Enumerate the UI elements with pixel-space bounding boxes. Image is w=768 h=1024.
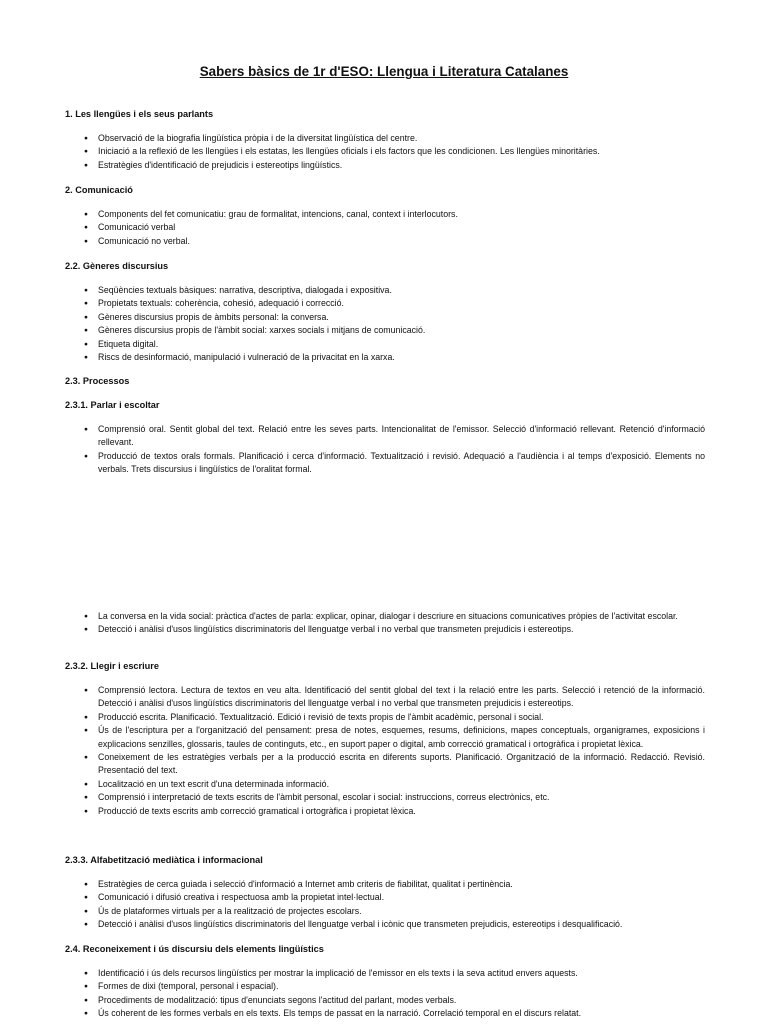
- section-heading: 2.2. Gèneres discursius: [65, 261, 169, 271]
- section-llengues-parlants: [65, 108, 705, 172]
- list-item: ● Comprensió i interpretació de texts escrits de l'àmbit personal, escolar i social: instruccions, correus electrònics, etc.: [65, 791, 705, 804]
- list-item: ● Seqüències textuals bàsiques: narrativa, descriptiva, dialogada i expositiva.: [65, 284, 705, 297]
- list-item: ● Propietats textuals: coherència, cohesió, adequació i correcció.: [65, 297, 705, 310]
- list-item: ● Iniciació a la reflexió de les llengües i els estatas, les llengües oficials i els factors que les condicionen. Les llengües minoritàries.: [65, 145, 705, 158]
- bullet-list: [65, 967, 705, 1021]
- section-heading: 2.4. Reconeixement i ús discursiu dels elements lingüístics: [65, 944, 324, 954]
- list-item: ● Comprensió lectora. Lectura de textos en veu alta. Identificació del sentit global del text i la relació entre les parts. Selecció i retenció de la informació. Detecció i anàlisi d'usos lingüístics discriminatoris del llenguatge verbal i no verbal que transmeten prejudicis i estereotips.: [65, 684, 705, 711]
- list-item: ● Localització en un text escrit d'una determinada informació.: [65, 778, 705, 791]
- section-reconeixement: [65, 943, 705, 1021]
- list-item: ● Detecció i anàlisi d'usos lingüístics discriminatoris del llenguatge verbal i icònic que transmeten prejudicis, estereotips i desqualificació.: [65, 918, 705, 931]
- section-llegir-escriure: [65, 660, 705, 818]
- list-item: ● Ús de l'escriptura per a l'organització del pensament: presa de notes, esquemes, resums, definicions, mapes conceptuals, organigrames, exposicions i explicacions senzilles, glossaris, taules de continguts, etc., en suport paper o digital, amb correcció gramatical i ortogràfica i propietat lèxica.: [65, 724, 705, 751]
- list-item: ● Producció de texts escrits amb correcció gramatical i ortogràfica i propietat lèxica.: [65, 805, 705, 818]
- section-parlar-escoltar-continued: [65, 610, 705, 637]
- list-item: ● Comunicació verbal: [65, 221, 705, 234]
- list-item: ● La conversa en la vida social: pràctica d'actes de parla: explicar, opinar, dialogar i descriure en situacions comunicatives pròpies de l'activitat escolar.: [65, 610, 705, 623]
- section-heading: 2.3.2. Llegir i escriure: [65, 661, 159, 671]
- list-item: ● Ús coherent de les formes verbals en els texts. Els temps de passat en la narració. Correlació temporal en el discurs relatat.: [65, 1007, 705, 1020]
- list-item: ● Procediments de modalització: tipus d'enunciats segons l'actitud del parlant, modes verbals.: [65, 994, 705, 1007]
- list-item: ● Coneixement de les estratègies verbals per a la producció escrita en diferents suports. Planificació. Organització de la informació. Redacció. Revisió. Presentació del text.: [65, 751, 705, 778]
- section-heading: 2. Comunicació: [65, 185, 133, 195]
- list-item: ● Comunicació no verbal.: [65, 235, 705, 248]
- list-item: ● Producció escrita. Planificació. Textualització. Edició i revisió de texts propis de l'àmbit acadèmic, personal i social.: [65, 711, 705, 724]
- section-alfabetitzacio: [65, 854, 705, 932]
- section-heading: 2.3.3. Alfabetització mediàtica i informacional: [65, 855, 263, 865]
- list-item: ● Estratègies de cerca guiada i selecció d'informació a Internet amb criteris de fiabilitat, qualitat i pertinència.: [65, 878, 705, 891]
- list-item: ● Identificació i ús dels recursos lingüístics per mostrar la implicació de l'emissor en els texts i la seva actitud envers aquests.: [65, 967, 705, 980]
- list-item: ● Comprensió oral. Sentit global del text. Relació entre les seves parts. Intencionalitat de l'emissor. Selecció d'informació rellevant. Retenció d'informació rellevant.: [65, 423, 705, 450]
- list-item: ● Observació de la biografia lingüística pròpia i de la diversitat lingüística del centre.: [65, 132, 705, 145]
- list-item: ● Etiqueta digital.: [65, 338, 705, 351]
- section-heading: 2.3. Processos: [65, 376, 130, 386]
- list-item: ● Detecció i anàlisi d'usos lingüístics discriminatoris del llenguatge verbal i no verbal que transmeten prejudicis i estereotips.: [65, 623, 705, 636]
- list-item: ● Formes de dixi (temporal, personal i espacial).: [65, 980, 705, 993]
- document-title: Sabers bàsics de 1r d'ESO: Llengua i Literatura Catalanes: [199, 64, 569, 79]
- section-parlar-escoltar: [65, 399, 705, 477]
- section-generes-discursius: [65, 260, 705, 364]
- list-item: ● Estratègies d'identificació de prejudicis i estereotips lingüístics.: [65, 159, 705, 172]
- list-item: ● Components del fet comunicatiu: grau de formalitat, intencions, canal, context i interlocutors.: [65, 208, 705, 221]
- list-item: ● Comunicació i difusió creativa i respectuosa amb la propietat intel·lectual.: [65, 891, 705, 904]
- section-processos: [65, 375, 705, 387]
- list-item: ● Gèneres discursius propis de l'àmbit social: xarxes socials i mitjans de comunicació.: [65, 324, 705, 337]
- bullet-list: [65, 878, 705, 932]
- list-item: ● Gèneres discursius propis de àmbits personal: la conversa.: [65, 311, 705, 324]
- bullet-list: [65, 684, 705, 818]
- bullet-list: [65, 423, 705, 477]
- section-comunicacio: [65, 184, 705, 248]
- list-item: ● Producció de textos orals formals. Planificació i cerca d'informació. Textualització i revisió. Adequació a l'audiència i al temps d'exposició. Elements no verbals. Trets discursius i lingüístics de l'oralitat formal.: [65, 450, 705, 477]
- section-heading: 1. Les llengües i els seus parlants: [65, 109, 214, 119]
- bullet-list: [65, 132, 705, 172]
- section-heading: 2.3.1. Parlar i escoltar: [65, 400, 160, 410]
- bullet-list: [65, 208, 705, 248]
- bullet-list: [65, 610, 705, 637]
- list-item: ● Riscs de desinformació, manipulació i vulneració de la privacitat en la xarxa.: [65, 351, 705, 364]
- bullet-list: [65, 284, 705, 364]
- list-item: ● Ús de plataformes virtuals per a la realització de projectes escolars.: [65, 905, 705, 918]
